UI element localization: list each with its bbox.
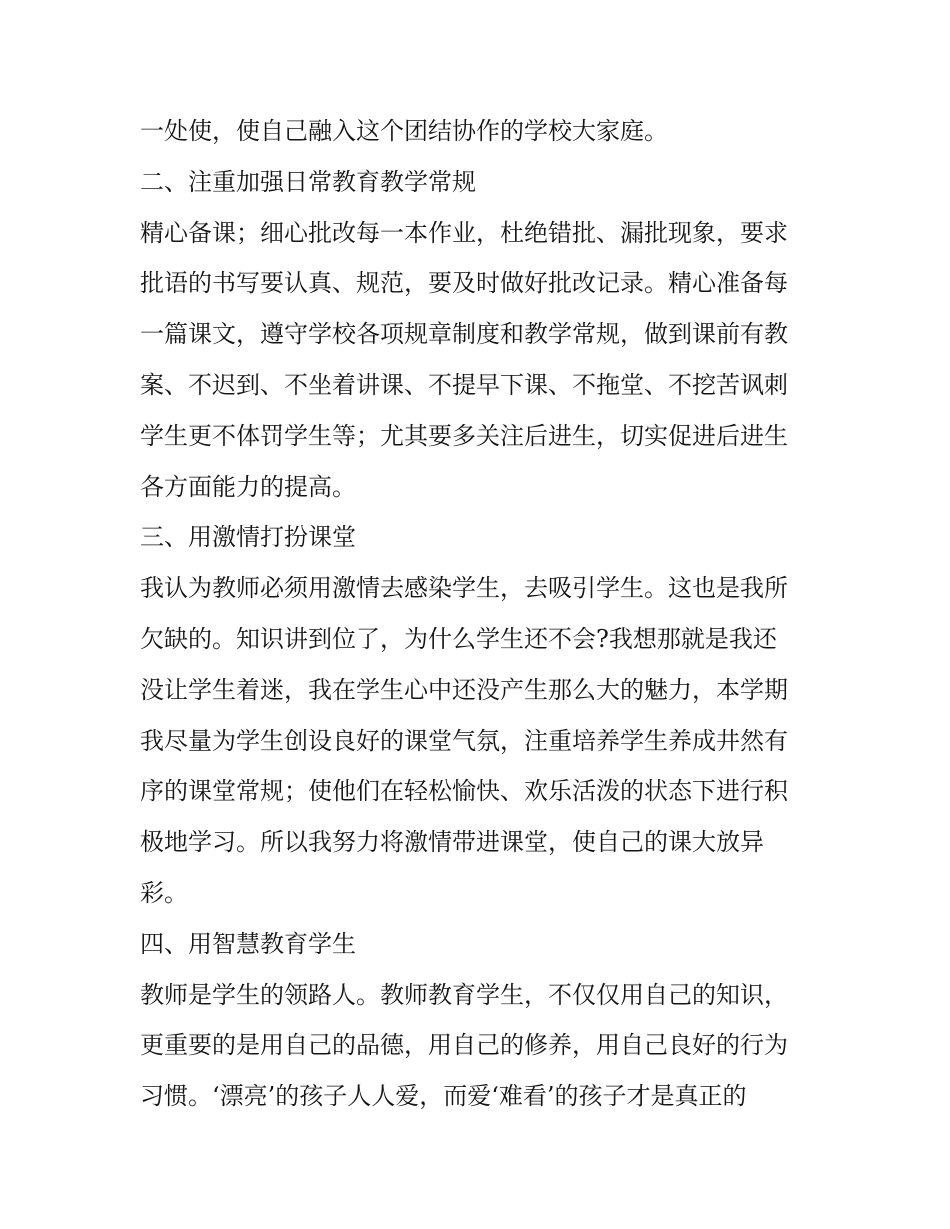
section-heading-4: 四、用智慧教育学生 [140,929,356,958]
body-text [140,106,820,1122]
paragraph-line: 我尽量为学生创设良好的课堂气氛，注重培养学生养成井然有 [140,726,788,755]
section-heading-2: 二、注重加强日常教育教学常规 [140,167,476,196]
paragraph-line: 批语的书写要认真、规范，要及时做好批改记录。精心准备每 [140,269,788,298]
paragraph-line: 序的课堂常规；使他们在轻松愉快、欢乐活泼的状态下进行积 [140,777,788,806]
paragraph-line: 我认为教师必须用激情去感染学生，去吸引学生。这也是我所 [140,574,788,603]
paragraph-line: 没让学生着迷，我在学生心中还没产生那么大的魅力，本学期 [140,675,788,704]
paragraph-line-continuation: 一处使，使自己融入这个团结协作的学校大家庭。 [140,117,668,145]
paragraph-line: 欠缺的。知识讲到位了，为什么学生还不会?我想那就是我还 [140,624,777,653]
paragraph-line: 精心备课；细心批改每一本作业，杜绝错批、漏批现象，要求 [140,218,788,247]
paragraph-line: 案、不迟到、不坐着讲课、不提早下课、不拖堂、不挖苦讽刺 [140,370,788,399]
paragraph-line: 习惯。‘漂亮’的孩子人人爱，而爱‘难看’的孩子才是真正的 [140,1082,747,1111]
section-heading-3: 三、用激情打扮课堂 [140,523,356,552]
paragraph-line: 极地学习。所以我努力将激情带进课堂，使自己的课大放异 [140,828,764,857]
paragraph-line: 各方面能力的提高。 [140,472,356,501]
paragraph-line: 一篇课文，遵守学校各项规章制度和教学常规，做到课前有教 [140,320,788,349]
paragraph-line: 学生更不体罚学生等；尤其要多关注后进生，切实促进后进生 [140,421,788,450]
paragraph-line: 更重要的是用自己的品德，用自己的修养，用自己良好的行为 [140,1031,788,1060]
paragraph-line: 教师是学生的领路人。教师教育学生，不仅仅用自己的知识， [140,980,788,1009]
paragraph-line: 彩。 [140,878,188,907]
